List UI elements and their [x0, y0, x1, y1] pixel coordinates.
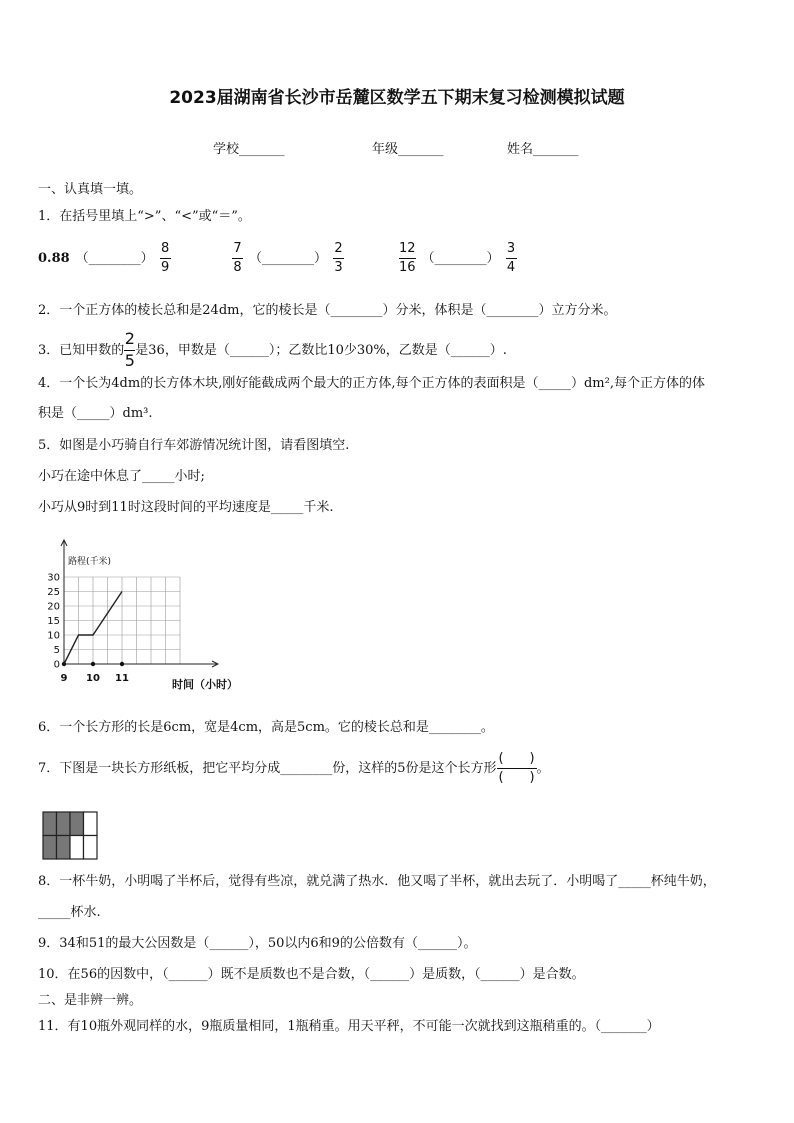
shaded-cell: [57, 836, 71, 860]
question-3: [38, 331, 507, 370]
name-field: 姓名_______: [507, 142, 579, 157]
question-11: 11．有10瓶外观同样的水，9瓶质量相同，1瓶稍重。用天平秤，不可能一次就找到这瓶稍重的。（_______）: [38, 1019, 660, 1034]
x-tick-label: 9: [60, 673, 68, 684]
denominator: ( ): [498, 769, 535, 785]
y-tick-label: 25: [47, 587, 60, 598]
numerator: ( ): [498, 751, 535, 766]
question-8-line-2: _____杯水.: [38, 905, 101, 920]
numerator: 8: [161, 241, 170, 256]
question-10: 10．在56的因数中，（______）既不是质数也不是合数，（______）是质数，（______）是合数。: [38, 967, 585, 982]
q1-b-fraction-2: [333, 242, 344, 274]
grade-field: 年级_______: [372, 142, 444, 157]
empty-cell: [84, 812, 98, 836]
q1-b-fraction-1: [232, 242, 243, 274]
q1-item-b: [232, 242, 344, 274]
school-field: 学校_______: [213, 142, 285, 157]
q1-c-blank: （________）: [421, 250, 500, 266]
numerator: 7: [233, 241, 242, 256]
q7-text-post: 。: [536, 760, 550, 776]
q1-b-blank: （________）: [249, 250, 328, 266]
shaded-cell: [70, 812, 84, 836]
y-tick-label: 20: [47, 601, 60, 613]
x-tick-label: 11: [115, 673, 129, 684]
q1-item-a: [38, 242, 171, 274]
q7-fraction: [497, 752, 537, 784]
question-5-line-2: 小巧从9时到11时这段时间的平均速度是_____千米.: [38, 500, 334, 515]
question-7: [38, 752, 550, 784]
numerator: 12: [399, 241, 416, 256]
q1-a-fraction: [160, 242, 171, 274]
shaded-cell: [57, 812, 71, 836]
denominator: 8: [233, 259, 242, 275]
q3-fraction: [124, 331, 135, 370]
shaded-cell: [43, 812, 57, 836]
shaded-cell: [43, 836, 57, 860]
q7-text-pre: 7．下图是一块长方形纸板，把它平均分成________份，这样的5份是这个长方形: [38, 760, 497, 776]
empty-cell: [70, 836, 84, 860]
question-5: 5．如图是小巧骑自行车郊游情况统计图，请看图填空.: [38, 438, 350, 453]
q1-a-blank: （________）: [75, 250, 154, 266]
denominator: 4: [506, 259, 516, 275]
q1-c-fraction-1: [399, 242, 416, 274]
denominator: 5: [124, 350, 135, 370]
question-4-line-1: 4．一个长为4dm的长方体木块,刚好能截成两个最大的正方体,每个正方体的表面积是（_____）dm²,每个正方体的体: [38, 376, 705, 391]
distance-time-chart: [30, 535, 260, 695]
section-heading-2: 二、是非辨一辨。: [38, 993, 143, 1008]
y-axis-label: 路程(千米): [68, 557, 112, 567]
y-tick-label: 15: [47, 616, 60, 627]
y-tick-label: 5: [53, 645, 60, 656]
question-5-line-1: 小巧在途中休息了_____小时;: [38, 469, 205, 484]
question-1: 1．在括号里填上“>”、“<”或“＝”。: [38, 209, 251, 224]
denominator: 16: [399, 259, 416, 275]
x-tick-dot: [91, 662, 95, 666]
question-4-line-2: 积是（_____）dm³.: [38, 406, 153, 421]
x-axis-label: 时间（小时）: [172, 678, 238, 691]
page-title: 2023届湖南省长沙市岳麓区数学五下期末复习检测模拟试题: [169, 88, 625, 108]
x-tick-label: 10: [86, 673, 100, 684]
y-tick-label: 0: [53, 659, 60, 671]
section-heading-1: 一、认真填一填。: [38, 182, 143, 197]
x-tick-dot: [120, 662, 124, 666]
q1-c-fraction-2: [506, 242, 517, 274]
denominator: 9: [161, 259, 170, 275]
numerator: 2: [334, 241, 343, 256]
empty-cell: [84, 836, 98, 860]
question-9: 9．34和51的最大公因数是（______），50以内6和9的公倍数有（______）。: [38, 936, 477, 951]
question-8-line-1: 8．一杯牛奶，小明喝了半杯后，觉得有些凉，就兑满了热水．他又喝了半杯，就出去玩了．小明喝了_____杯纯牛奶，: [38, 874, 716, 889]
q3-text-post: 是36，甲数是（______）；乙数比10少30%，乙数是（______）.: [135, 342, 507, 358]
rectangle-figure: [42, 811, 100, 861]
y-tick-label: 10: [47, 630, 60, 642]
q1-item-c: [399, 242, 517, 274]
question-6: 6．一个长方形的长是6cm，宽是4cm，高是5cm。它的棱长总和是________。: [38, 720, 494, 735]
numerator: 3: [506, 241, 516, 256]
numerator: 2: [124, 329, 135, 348]
y-tick-label: 30: [47, 572, 60, 584]
q1-a-left: 0.88: [38, 250, 70, 266]
q3-text-pre: 3．已知甲数的: [38, 342, 125, 358]
question-2: 2．一个正方体的棱长总和是24dm，它的棱长是（________）分米，体积是（________）立方分米。: [38, 303, 617, 318]
denominator: 3: [334, 259, 343, 275]
